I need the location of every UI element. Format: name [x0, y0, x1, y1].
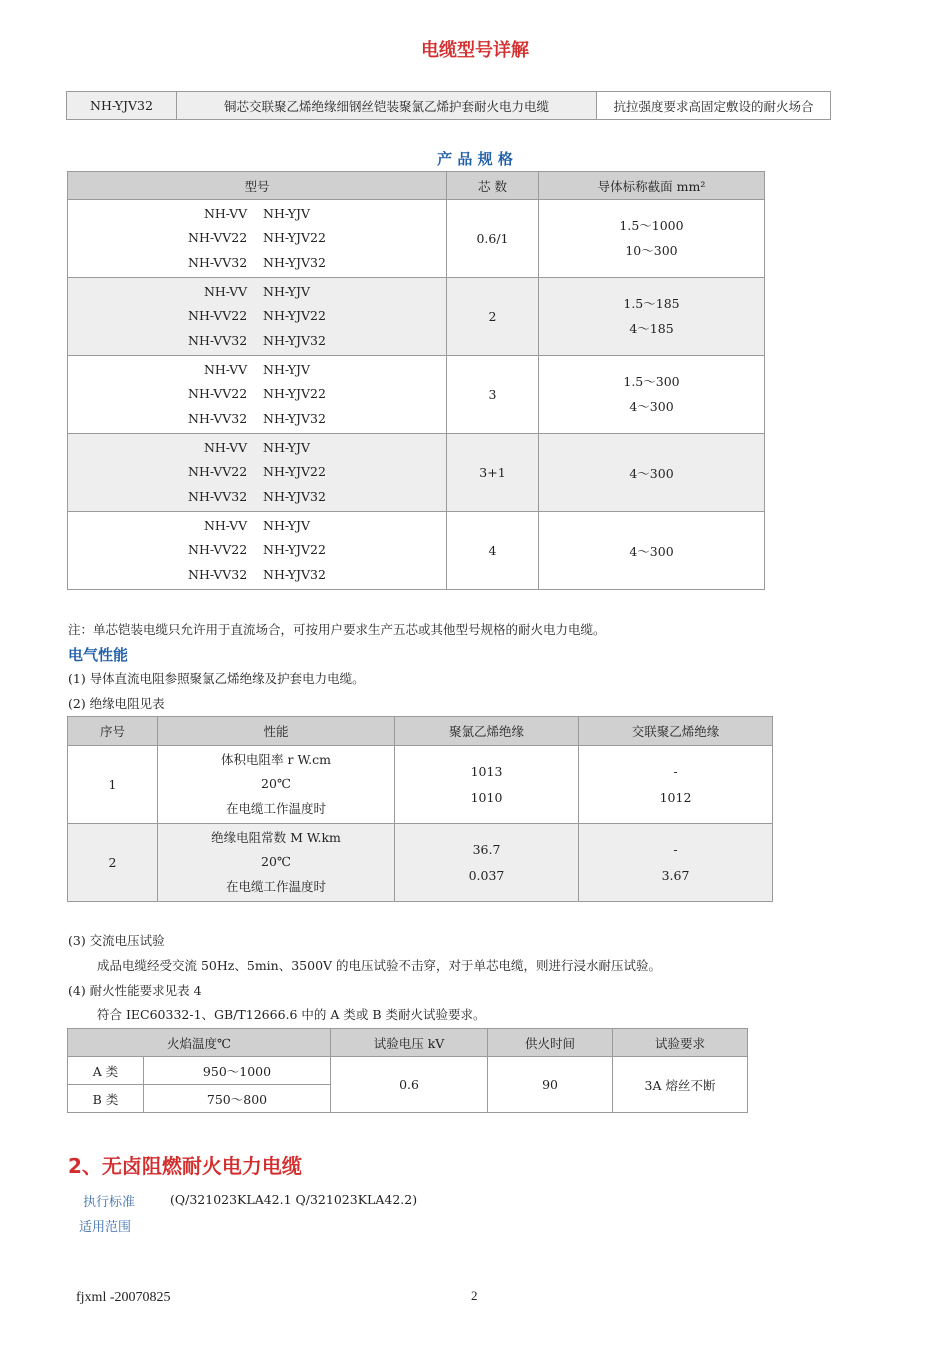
ins-header-perf: 性能: [158, 717, 395, 746]
fire-voltage: 0.6: [331, 1057, 488, 1113]
spec-cores: 3: [447, 356, 539, 434]
standard-label: 执行标准: [83, 1195, 136, 1210]
spec-row: [68, 356, 765, 434]
spec-model-line: NH-VV22 NH-YJV22: [188, 464, 326, 480]
spec-section: 1.5～185: [623, 296, 680, 311]
spec-row: [68, 434, 765, 512]
insulation-table: [67, 716, 773, 902]
electrical-item-3: (3) 交流电压试验: [68, 933, 165, 948]
spec-header-cores: 芯 数: [447, 172, 539, 200]
ins-header-xlpe: 交联聚乙烯绝缘: [579, 717, 773, 746]
spec-model-line: NH-VV NH-YJV: [203, 361, 311, 377]
top-row-table: [66, 91, 831, 120]
spec-section: 10～300: [625, 242, 678, 258]
spec-cores: 2: [447, 278, 539, 356]
fire-header-temp: 火焰温度℃: [68, 1029, 331, 1057]
spec-row: [68, 278, 765, 356]
ins-perf-line: 在电缆工作温度时: [225, 878, 326, 894]
spec-model-line: NH-VV32 NH-YJV32: [188, 566, 326, 582]
electrical-item-2: (2) 绝缘电阻见表: [68, 696, 165, 711]
ins-perf-line: 20℃: [261, 776, 291, 792]
spec-row: [68, 512, 765, 590]
fire-time: 90: [488, 1057, 613, 1113]
fire-temp: 950～1000: [144, 1057, 331, 1085]
ins-header-pvc: 聚氯乙烯绝缘: [395, 717, 579, 746]
fire-header-time: 供火时间: [488, 1029, 613, 1057]
fire-header-req: 试验要求: [613, 1029, 748, 1057]
electrical-item-3-text: 成品电缆经受交流 50Hz、5min、3500V 的电压试验不击穿，对于单芯电缆，则进行浸水耐压试验。: [97, 958, 662, 973]
spec-model-line: NH-VV22 NH-YJV22: [188, 542, 326, 558]
fire-table: [67, 1028, 748, 1113]
spec-section: 4～185: [629, 320, 674, 336]
electrical-item-1: (1) 导体直流电阻参照聚氯乙烯绝缘及护套电力电缆。: [68, 671, 365, 686]
top-desc: 铜芯交联聚乙烯绝缘细钢丝铠装聚氯乙烯护套耐火电力电缆: [177, 92, 597, 120]
fire-class: A 类: [68, 1057, 144, 1085]
section-2-title: 2、无卤阻燃耐火电力电缆: [68, 1154, 302, 1178]
spec-row: [68, 200, 765, 278]
spec-section: 4～300: [539, 512, 765, 590]
spec-note: 注：单芯铠装电缆只允许用于直流场合，可按用户要求生产五芯或其他型号规格的耐火电力电缆。: [68, 622, 606, 637]
top-model: NH-YJV32: [67, 92, 177, 120]
spec-model-line: NH-VV32 NH-YJV32: [188, 410, 326, 426]
spec-model-line: NH-VV NH-YJV: [203, 439, 311, 455]
spec-model-line: NH-VV32 NH-YJV32: [188, 332, 326, 348]
spec-model-line: NH-VV NH-YJV: [203, 517, 311, 533]
page-title: 电缆型号详解: [421, 40, 529, 61]
electrical-item-4-text: 符合 IEC60332-1、GB/T12666.6 中的 A 类或 B 类耐火试验要求。: [97, 1007, 486, 1022]
electrical-title: 电气性能: [68, 646, 129, 664]
ins-perf-line: 体积电阻率 r W.cm: [221, 751, 331, 767]
ins-row: [68, 824, 773, 902]
ins-pvc: 1013: [470, 763, 503, 779]
ins-no: 2: [68, 824, 158, 902]
ins-perf-line: 绝缘电阻常数 M W.km: [211, 829, 341, 845]
spec-table: [67, 171, 765, 590]
scope-label: 适用范围: [79, 1220, 132, 1235]
spec-model-line: NH-VV32 NH-YJV32: [188, 488, 326, 504]
spec-model-line: NH-VV22 NH-YJV22: [188, 308, 326, 324]
ins-perf-line: 20℃: [261, 854, 291, 870]
spec-header-section: 导体标称截面 mm²: [539, 172, 765, 200]
ins-pvc: 36.7: [472, 841, 501, 857]
standard-value: (Q/321023KLA42.1 Q/321023KLA42.2): [170, 1192, 418, 1207]
spec-section: 1.5～1000: [619, 218, 684, 233]
ins-no: 1: [68, 746, 158, 824]
ins-pvc: 0.037: [468, 867, 505, 883]
ins-xlpe: -: [673, 763, 678, 779]
spec-section: 1.5～300: [623, 374, 680, 389]
ins-xlpe: -: [673, 841, 678, 857]
spec-model-line: NH-VV22 NH-YJV22: [188, 386, 326, 402]
top-use: 抗拉强度要求高固定敷设的耐火场合: [597, 92, 831, 120]
spec-model-line: NH-VV22 NH-YJV22: [188, 230, 326, 246]
spec-cores: 4: [447, 512, 539, 590]
spec-model-line: NH-VV NH-YJV: [203, 205, 311, 221]
footer-left: fjxml -20070825: [76, 1290, 171, 1305]
ins-perf-line: 在电缆工作温度时: [225, 800, 326, 816]
ins-row: [68, 746, 773, 824]
spec-section: 4～300: [539, 434, 765, 512]
spec-section: 4～300: [629, 398, 674, 414]
fire-class: B 类: [68, 1085, 144, 1113]
ins-header-no: 序号: [68, 717, 158, 746]
electrical-item-4: (4) 耐火性能要求见表 4: [68, 983, 202, 998]
spec-cores: 3+1: [447, 434, 539, 512]
spec-model-line: NH-VV NH-YJV: [203, 283, 311, 299]
spec-title: 产 品 规 格: [437, 150, 513, 168]
fire-header-voltage: 试验电压 kV: [331, 1029, 488, 1057]
ins-xlpe: 3.67: [661, 867, 690, 883]
spec-model-line: NH-VV32 NH-YJV32: [188, 254, 326, 270]
fire-req: 3A 熔丝不断: [613, 1057, 748, 1113]
fire-temp: 750～800: [144, 1085, 331, 1113]
spec-header-model: 型号: [68, 172, 447, 200]
spec-cores: 0.6/1: [447, 200, 539, 278]
page-number: 2: [471, 1288, 478, 1303]
ins-pvc: 1010: [470, 789, 503, 805]
ins-xlpe: 1012: [659, 789, 692, 805]
